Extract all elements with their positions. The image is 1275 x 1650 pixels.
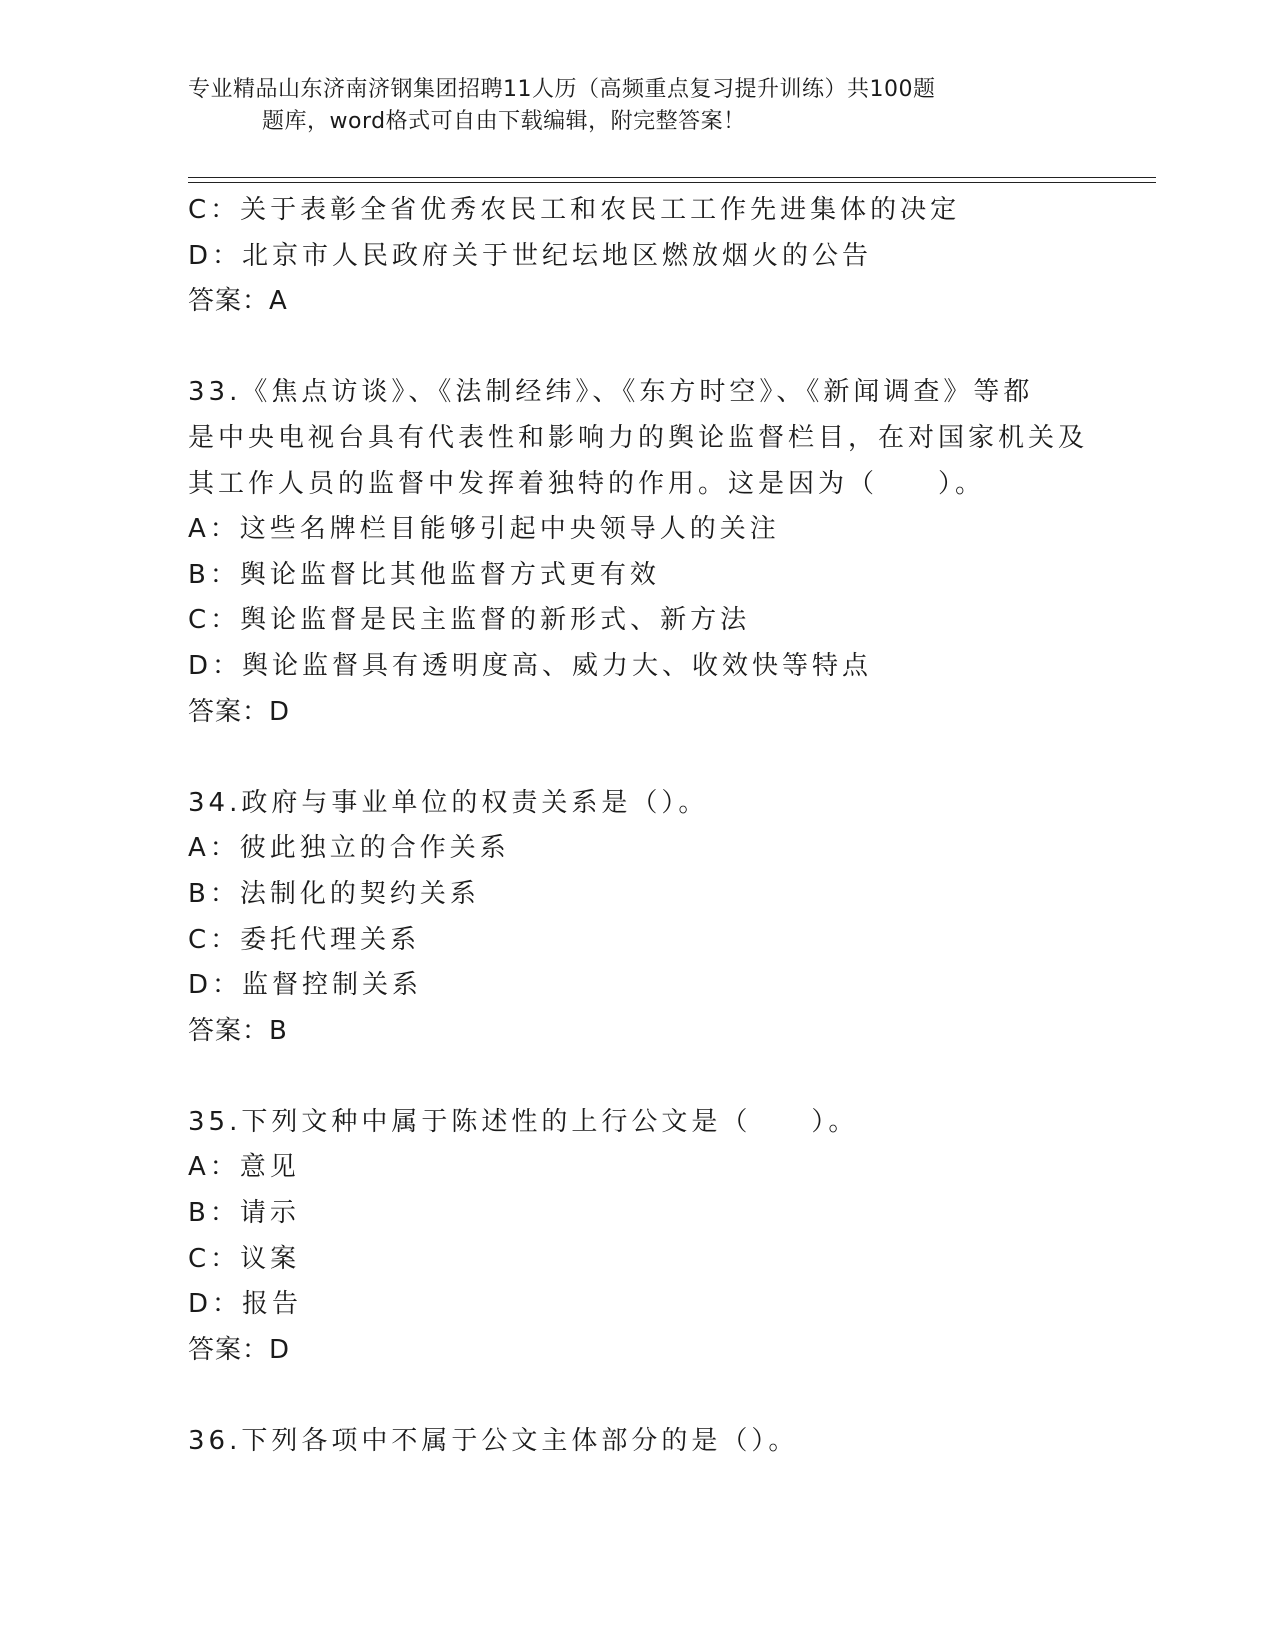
option-line: D：北京市人民政府关于世纪坛地区燃放烟火的公告: [188, 240, 873, 271]
option-line: A：意见: [188, 1152, 300, 1183]
question-stem-line: 36.下列各项中不属于公文主体部分的是（）。: [188, 1426, 799, 1457]
option-line: D：监督控制关系: [188, 970, 423, 1001]
question-33: [188, 370, 1088, 735]
document-header: [188, 74, 1088, 138]
option-line: D：舆论监督具有透明度高、威力大、收效快等特点: [188, 650, 873, 681]
option-line: A：这些名牌栏目能够引起中央领导人的关注: [188, 514, 780, 545]
question-stem-line: 其工作人员的监督中发挥着独特的作用。这是因为（ ）。: [188, 468, 986, 499]
option-line: B：请示: [188, 1198, 300, 1229]
option-line: A：彼此独立的合作关系: [188, 833, 510, 864]
option-line: C：议案: [188, 1243, 301, 1274]
header-divider-bottom: [188, 182, 1156, 183]
question-stem-line: 34.政府与事业单位的权责关系是（）。: [188, 787, 709, 818]
option-line: D：报告: [188, 1289, 303, 1320]
answer-line: 答案：D: [188, 1334, 291, 1365]
answer-line: 答案：A: [188, 286, 288, 317]
spacer: [188, 1054, 1088, 1100]
header-title-line-1: 专业精品山东济南济钢集团招聘11人历（高频重点复习提升训练）共100题: [188, 77, 936, 102]
spacer: [188, 735, 1088, 781]
question-35: [188, 1100, 1088, 1374]
answer-line: 答案：B: [188, 1015, 288, 1046]
question-stem-line: 是中央电视台具有代表性和影响力的舆论监督栏目，在对国家机关及: [188, 422, 1089, 453]
prev-question-block: [188, 188, 1088, 325]
header-divider-top: [188, 177, 1156, 178]
question-stem-line: 33.《焦点访谈》、《法制经纬》、《东方时空》、《新闻调查》等都: [188, 377, 1034, 408]
spacer: [188, 1373, 1088, 1419]
question-36: [188, 1419, 1088, 1465]
option-line: C：关于表彰全省优秀农民工和农民工工作先进集体的决定: [188, 195, 961, 225]
option-line: C：舆论监督是民主监督的新形式、新方法: [188, 605, 751, 636]
option-line: B：舆论监督比其他监督方式更有效: [188, 559, 660, 590]
question-34: [188, 781, 1088, 1055]
answer-line: 答案：D: [188, 696, 291, 727]
question-stem-line: 35.下列文种中属于陈述性的上行公文是（ ）。: [188, 1106, 859, 1137]
spacer: [188, 325, 1088, 371]
option-line: B：法制化的契约关系: [188, 878, 480, 909]
header-title-line-2: 题库，word格式可自由下载编辑，附完整答案！: [262, 109, 746, 134]
option-line: C：委托代理关系: [188, 924, 421, 955]
document-body: [188, 188, 1088, 1465]
